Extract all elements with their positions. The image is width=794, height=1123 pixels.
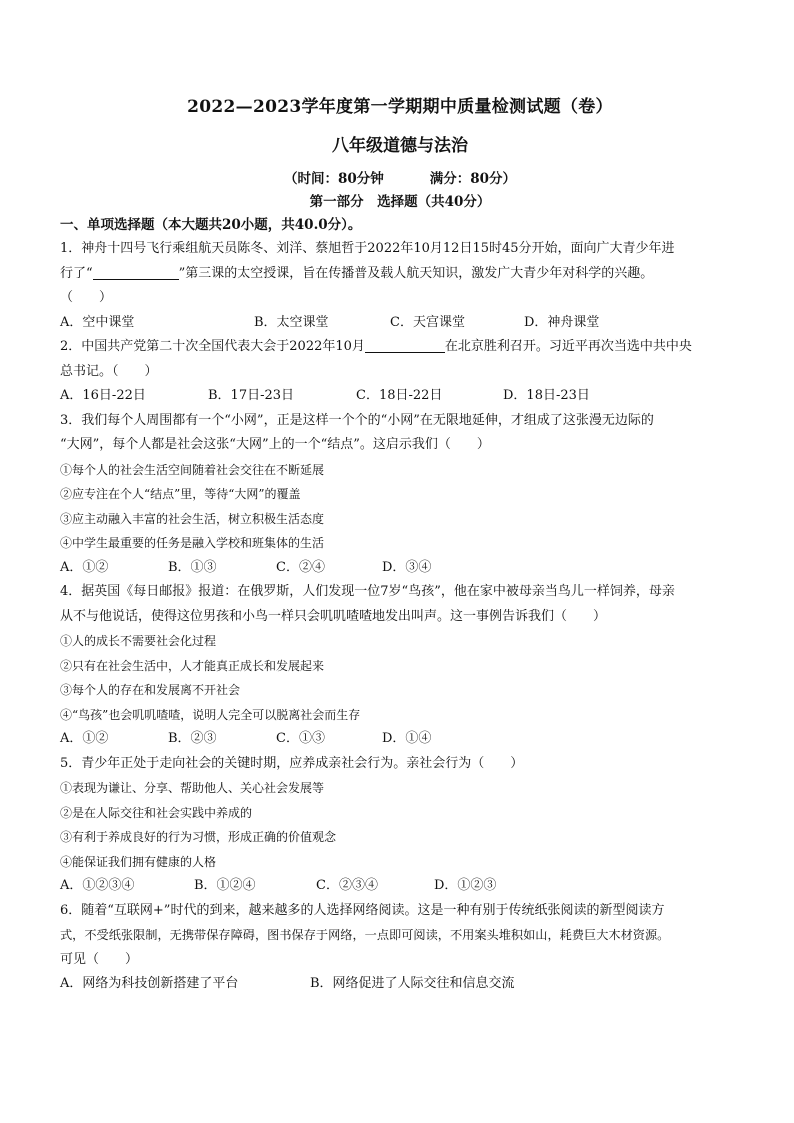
q3-options bbox=[60, 556, 740, 581]
option-a: A．①② bbox=[60, 559, 109, 575]
q6-line1: 6．随着“互联网+”时代的到来，越来越多的人选择网络阅读。这是一种有别于传统纸张阅读的新型阅读方 bbox=[60, 902, 665, 918]
option-b: B．①③ bbox=[168, 559, 217, 575]
q3-line1: 3．我们每个人周围都有一个“小网”，正是这样一个个的“小网”在无限地延伸，才组成了这张漫无边际的 bbox=[60, 412, 654, 428]
question-4 bbox=[60, 580, 740, 752]
answer-blank bbox=[93, 263, 179, 280]
question-2 bbox=[60, 335, 740, 409]
option-c: C．18日-22日 bbox=[356, 388, 443, 403]
q5-line1: 5．青少年正处于走向社会的关键时期，应养成亲社会行为。亲社会行为（ ） bbox=[60, 755, 524, 771]
q3-line2: “大网”，每个人都是社会这张“大网”上的一个“结点”。这启示我们（ ） bbox=[60, 437, 490, 452]
q4-line2: 从不与他说话，使得这位男孩和小鸟一样只会叽叽喳喳地发出叫声。这一事例告诉我们（ ） bbox=[60, 608, 607, 624]
statement-1: ①每个人的社会生活空间随着社会交往在不断延展 bbox=[60, 462, 325, 477]
option-b: B．网络促进了人际交往和信息交流 bbox=[310, 976, 515, 991]
option-b: B．17日-23日 bbox=[208, 388, 295, 403]
option-d: D．③④ bbox=[382, 559, 432, 575]
answer-blank bbox=[365, 336, 445, 353]
option-d: D．神舟课堂 bbox=[524, 314, 600, 330]
section-heading: 一、单项选择题（本大题共20小题，共40.0分）。 bbox=[60, 217, 362, 233]
question-3 bbox=[60, 409, 740, 581]
option-b: B．①②④ bbox=[194, 878, 256, 893]
option-c: C．①③ bbox=[276, 731, 325, 746]
statement-3: ③每个人的存在和发展离不开社会 bbox=[60, 683, 241, 697]
q2-line2: 总书记。（ ） bbox=[60, 363, 158, 379]
question-1 bbox=[60, 237, 740, 335]
statement-1: ①人的成长不需要社会化过程 bbox=[60, 634, 217, 648]
statement-3: ③有利于养成良好的行为习惯，形成正确的价值观念 bbox=[60, 830, 337, 844]
statement-4: ④中学生最重要的任务是融入学校和班集体的生活 bbox=[60, 536, 325, 550]
statement-3: ③应主动融入丰富的社会生活，树立积极生活态度 bbox=[60, 511, 325, 526]
statement-4: ④“鸟孩”也会叽叽喳喳，说明人完全可以脱离社会而生存 bbox=[60, 707, 361, 722]
option-c: C．②③④ bbox=[316, 878, 378, 893]
q1-line2: 行了“ ”第三课的太空授课，旨在传播普及载人航天知识，激发广大青少年对科学的兴趣。 bbox=[60, 262, 740, 287]
option-a: A．①②③④ bbox=[60, 878, 135, 893]
q4-options bbox=[60, 727, 740, 752]
question-6 bbox=[60, 899, 740, 997]
option-a: A．①② bbox=[60, 731, 109, 746]
q5-options bbox=[60, 874, 740, 899]
option-d: D．18日-23日 bbox=[503, 388, 590, 403]
q4-line1: 4．据英国《每日邮报》报道：在俄罗斯，人们发现一位7岁“鸟孩”，他在家中被母亲当鸟儿一样饲养，母亲 bbox=[60, 584, 675, 599]
exam-page bbox=[60, 92, 740, 997]
question-5 bbox=[60, 752, 740, 899]
exam-meta bbox=[60, 167, 740, 187]
exam-time: （时间：80分钟 bbox=[283, 171, 384, 187]
q6-line2: 式，不受纸张限制，无携带保存障碍，图书保存于网络，一点即可阅读，不用案头堆积如山，耗费巨大木材资源。 bbox=[60, 928, 670, 942]
option-c: C．②④ bbox=[276, 559, 325, 575]
q2-line1: 2．中国共产党第二十次全国代表大会于2022年10月 在北京胜利召开。习近平再次当选中共中央 bbox=[60, 335, 740, 360]
statement-2: ②是在人际交往和社会实践中养成的 bbox=[60, 805, 253, 820]
statement-2: ②只有在社会生活中，人才能真正成长和发展起来 bbox=[60, 658, 325, 673]
q1-options bbox=[60, 311, 740, 336]
q1-paren: （ ） bbox=[60, 290, 113, 305]
q2-options bbox=[60, 384, 740, 409]
option-b: B．②③ bbox=[168, 731, 217, 746]
option-a: A．网络为科技创新搭建了平台 bbox=[60, 976, 239, 991]
statement-1: ①表现为谦让、分享、帮助他人、关心社会发展等 bbox=[60, 781, 325, 795]
option-d: D．①④ bbox=[382, 731, 432, 746]
option-b: B．太空课堂 bbox=[254, 314, 329, 330]
part-heading: 第一部分 选择题（共40分） bbox=[309, 194, 491, 210]
statement-2: ②应专注在个人“结点”里，等待“大网”的覆盖 bbox=[60, 487, 301, 501]
option-d: D．①②③ bbox=[434, 878, 497, 893]
q6-options bbox=[60, 972, 740, 997]
exam-title: 2022—2023学年度第一学期期中质量检测试题（卷） bbox=[187, 97, 613, 117]
exam-score: 满分：80分） bbox=[429, 171, 517, 187]
q1-line1: 1．神舟十四号飞行乘组航天员陈冬、刘洋、蔡旭哲于2022年10月12日15时45分开始，面向广大青少年进 bbox=[60, 241, 675, 256]
option-a: A．16日-22日 bbox=[60, 388, 146, 403]
option-a: A．空中课堂 bbox=[60, 314, 135, 330]
statement-4: ④能保证我们拥有健康的人格 bbox=[60, 854, 217, 869]
q6-line3: 可见（ ） bbox=[60, 951, 139, 967]
exam-subject: 八年级道德与法治 bbox=[332, 136, 468, 156]
option-c: C．天宫课堂 bbox=[390, 314, 465, 330]
